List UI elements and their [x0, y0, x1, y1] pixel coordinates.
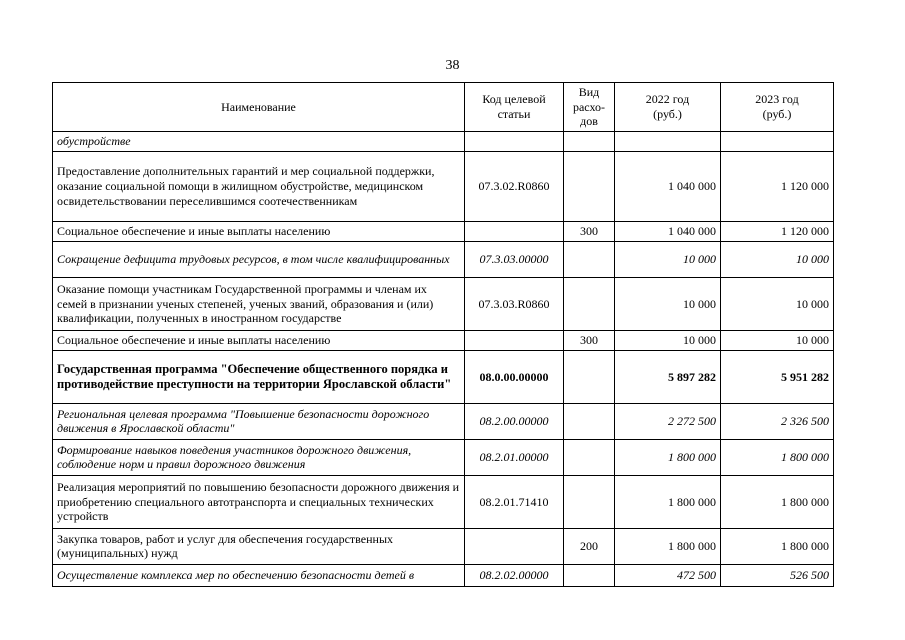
- header-name: Наименование: [53, 83, 465, 132]
- row-code-cell: 08.2.02.00000: [465, 564, 564, 586]
- row-2023-value-cell: 1 800 000: [721, 528, 834, 564]
- row-2022-value-cell: 10 000: [615, 330, 721, 350]
- row-type-cell: [564, 564, 615, 586]
- row-type-cell: 300: [564, 221, 615, 241]
- table-row: [53, 528, 834, 564]
- row-code-cell: 08.2.00.00000: [465, 403, 564, 439]
- row-2023-value-cell: 526 500: [721, 564, 834, 586]
- row-type-cell: [564, 241, 615, 277]
- row-2023-value-cell: 10 000: [721, 277, 834, 330]
- row-name-cell: Оказание помощи участникам Государственной программы и членам их семей в признании ученых степеней, ученых званий, образования и (или) квалификации, полученных в иностранном государстве: [53, 277, 465, 330]
- row-type-cell: [564, 151, 615, 221]
- row-type-cell: [564, 403, 615, 439]
- row-code-cell: [465, 131, 564, 151]
- row-name-cell: Осуществление комплекса мер по обеспечению безопасности детей в: [53, 564, 465, 586]
- row-name-cell: Региональная целевая программа "Повышение безопасности дорожного движения в Ярославской области": [53, 403, 465, 439]
- row-2023-value-cell: [721, 131, 834, 151]
- row-2022-value-cell: 10 000: [615, 277, 721, 330]
- row-code-cell: [465, 528, 564, 564]
- row-code-cell: [465, 330, 564, 350]
- header-code-text: Код целевой статьи: [482, 92, 546, 121]
- table-row: [53, 564, 834, 586]
- row-2022-value-cell: 10 000: [615, 241, 721, 277]
- header-type: [564, 83, 615, 132]
- table-row: [53, 131, 834, 151]
- row-2022-value-cell: [615, 131, 721, 151]
- header-year2-text: 2023 год (руб.): [755, 92, 799, 121]
- row-name-cell: Реализация мероприятий по повышению безопасности дорожного движения и приобретению специального автотранспорта и специальных технических устройств: [53, 475, 465, 528]
- page-number: 38: [445, 58, 460, 73]
- row-2022-value-cell: 1 800 000: [615, 528, 721, 564]
- row-name-cell: Социальное обеспечение и иные выплаты населению: [53, 330, 465, 350]
- row-2023-value-cell: 1 120 000: [721, 221, 834, 241]
- budget-table: [52, 82, 834, 587]
- row-2022-value-cell: 1 040 000: [615, 221, 721, 241]
- header-year2: [721, 83, 834, 132]
- row-name-cell: Социальное обеспечение и иные выплаты населению: [53, 221, 465, 241]
- table-row: [53, 277, 834, 330]
- row-type-cell: [564, 131, 615, 151]
- table-row: [53, 350, 834, 403]
- row-type-cell: [564, 350, 615, 403]
- row-code-cell: 08.2.01.71410: [465, 475, 564, 528]
- row-2022-value-cell: 472 500: [615, 564, 721, 586]
- row-code-cell: 07.3.03.00000: [465, 241, 564, 277]
- table-row: [53, 330, 834, 350]
- row-name-cell: обустройстве: [53, 131, 465, 151]
- row-name-cell: Государственная программа "Обеспечение общественного порядка и противодействие преступности на территории Ярославской области": [53, 350, 465, 403]
- row-2022-value-cell: 1 040 000: [615, 151, 721, 221]
- header-year1: [615, 83, 721, 132]
- header-row: [53, 83, 834, 132]
- row-type-cell: [564, 475, 615, 528]
- row-name-cell: Предоставление дополнительных гарантий и мер социальной поддержки, оказание социальной помощи в жилищном обустройстве, медицинском освидетельствовании переселившимся соотечественникам: [53, 151, 465, 221]
- table-row: [53, 241, 834, 277]
- row-code-cell: 07.3.03.R0860: [465, 277, 564, 330]
- row-code-cell: 08.2.01.00000: [465, 439, 564, 475]
- header-code: [465, 83, 564, 132]
- row-type-cell: [564, 277, 615, 330]
- row-2023-value-cell: 2 326 500: [721, 403, 834, 439]
- table-row: [53, 439, 834, 475]
- row-type-cell: 200: [564, 528, 615, 564]
- row-2023-value-cell: 10 000: [721, 330, 834, 350]
- row-2023-value-cell: 5 951 282: [721, 350, 834, 403]
- table-row: [53, 475, 834, 528]
- header-type-text: Вид расхо-дов: [572, 85, 606, 129]
- row-code-cell: 08.0.00.00000: [465, 350, 564, 403]
- row-2022-value-cell: 2 272 500: [615, 403, 721, 439]
- header-year1-text: 2022 год (руб.): [645, 92, 690, 121]
- row-2022-value-cell: 1 800 000: [615, 475, 721, 528]
- table-row: [53, 151, 834, 221]
- table-row: [53, 221, 834, 241]
- row-name-cell: Закупка товаров, работ и услуг для обеспечения государственных (муниципальных) нужд: [53, 528, 465, 564]
- row-type-cell: [564, 439, 615, 475]
- row-name-cell: Сокращение дефицита трудовых ресурсов, в том числе квалифицированных: [53, 241, 465, 277]
- row-2023-value-cell: 10 000: [721, 241, 834, 277]
- row-2023-value-cell: 1 120 000: [721, 151, 834, 221]
- row-name-cell: Формирование навыков поведения участников дорожного движения, соблюдение норм и правил дорожного движения: [53, 439, 465, 475]
- row-2022-value-cell: 1 800 000: [615, 439, 721, 475]
- row-2022-value-cell: 5 897 282: [615, 350, 721, 403]
- row-2023-value-cell: 1 800 000: [721, 475, 834, 528]
- table-row: [53, 403, 834, 439]
- row-code-cell: [465, 221, 564, 241]
- row-2023-value-cell: 1 800 000: [721, 439, 834, 475]
- row-code-cell: 07.3.02.R0860: [465, 151, 564, 221]
- row-type-cell: 300: [564, 330, 615, 350]
